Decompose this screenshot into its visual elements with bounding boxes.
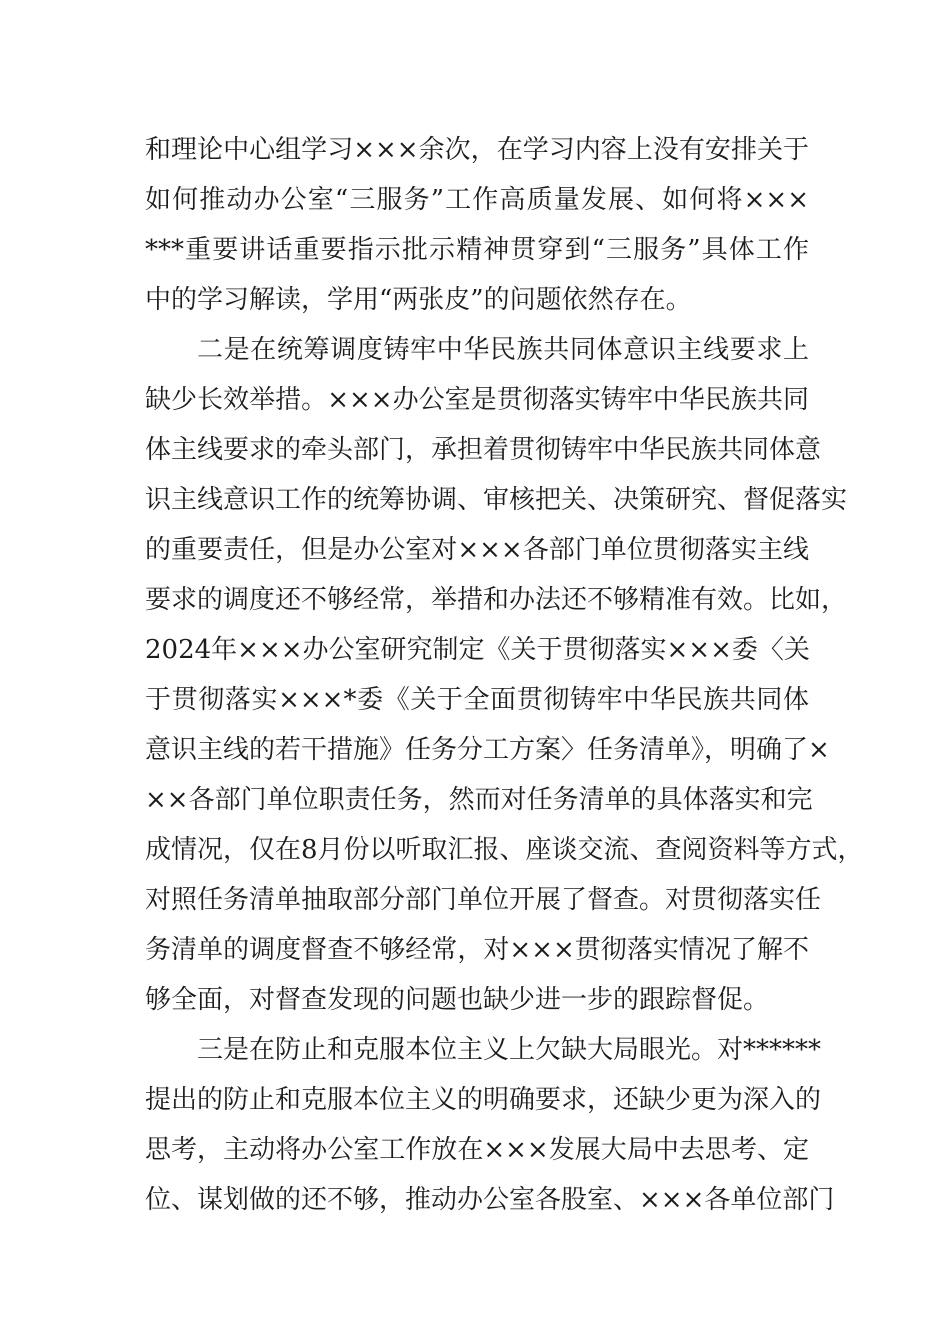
text-line: 的重要责任，但是办公室对×××各部门单位贯彻落实主线 bbox=[145, 535, 809, 565]
text-line: 提出的防止和克服本位主义的明确要求，还缺少更为深入的 bbox=[145, 1085, 822, 1115]
text-line: 意识主线的若干措施》任务分工方案〉任务清单》，明确了× bbox=[145, 735, 830, 765]
text-line: 思考，主动将办公室工作放在×××发展大局中去思考、定 bbox=[145, 1135, 809, 1165]
text-line: 够全面，对督查发现的问题也缺少进一步的跟踪督促。 bbox=[145, 985, 770, 1015]
paragraph-start-line: 三是在防止和克服本位主义上欠缺大局眼光。对****** bbox=[197, 1035, 822, 1065]
text-line: 体主线要求的牵头部门，承担着贯彻铸牢中华民族共同体意 bbox=[145, 435, 822, 465]
text-line: 对照任务清单抽取部分部门单位开展了督查。对贯彻落实任 bbox=[145, 885, 822, 915]
text-line: 和理论中心组学习×××余次，在学习内容上没有安排关于 bbox=[145, 135, 809, 165]
text-line: 位、谋划做的还不够，推动办公室各股室、×××各单位部门 bbox=[145, 1185, 835, 1215]
text-line: 于贯彻落实×××*委《关于全面贯彻铸牢中华民族共同体 bbox=[145, 685, 809, 715]
text-line: ××各部门单位职责任务，然而对任务清单的具体落实和完 bbox=[145, 785, 813, 815]
paragraph-start-line: 二是在统筹调度铸牢中华民族共同体意识主线要求上 bbox=[197, 335, 809, 365]
text-line: 缺少长效举措。×××办公室是贯彻落实铸牢中华民族共同 bbox=[145, 385, 809, 415]
text-line: 要求的调度还不够经常，举措和办法还不够精准有效。比如， bbox=[145, 585, 848, 615]
text-line: 务清单的调度督查不够经常，对×××贯彻落实情况了解不 bbox=[145, 935, 809, 965]
text-line: 2024年×××办公室研究制定《关于贯彻落实×××委〈关 bbox=[145, 635, 810, 665]
text-line: 识主线意识工作的统筹协调、审核把关、决策研究、督促落实 bbox=[145, 485, 848, 515]
text-line: 如何推动办公室“三服务”工作高质量发展、如何将××× bbox=[145, 185, 809, 215]
text-line: ***重要讲话重要指示批示精神贯穿到“三服务”具体工作 bbox=[145, 235, 809, 265]
text-line: 中的学习解读，学用“两张皮”的问题依然存在。 bbox=[145, 285, 692, 315]
text-line: 成情况，仅在8月份以听取汇报、座谈交流、查阅资料等方式， bbox=[145, 835, 864, 865]
